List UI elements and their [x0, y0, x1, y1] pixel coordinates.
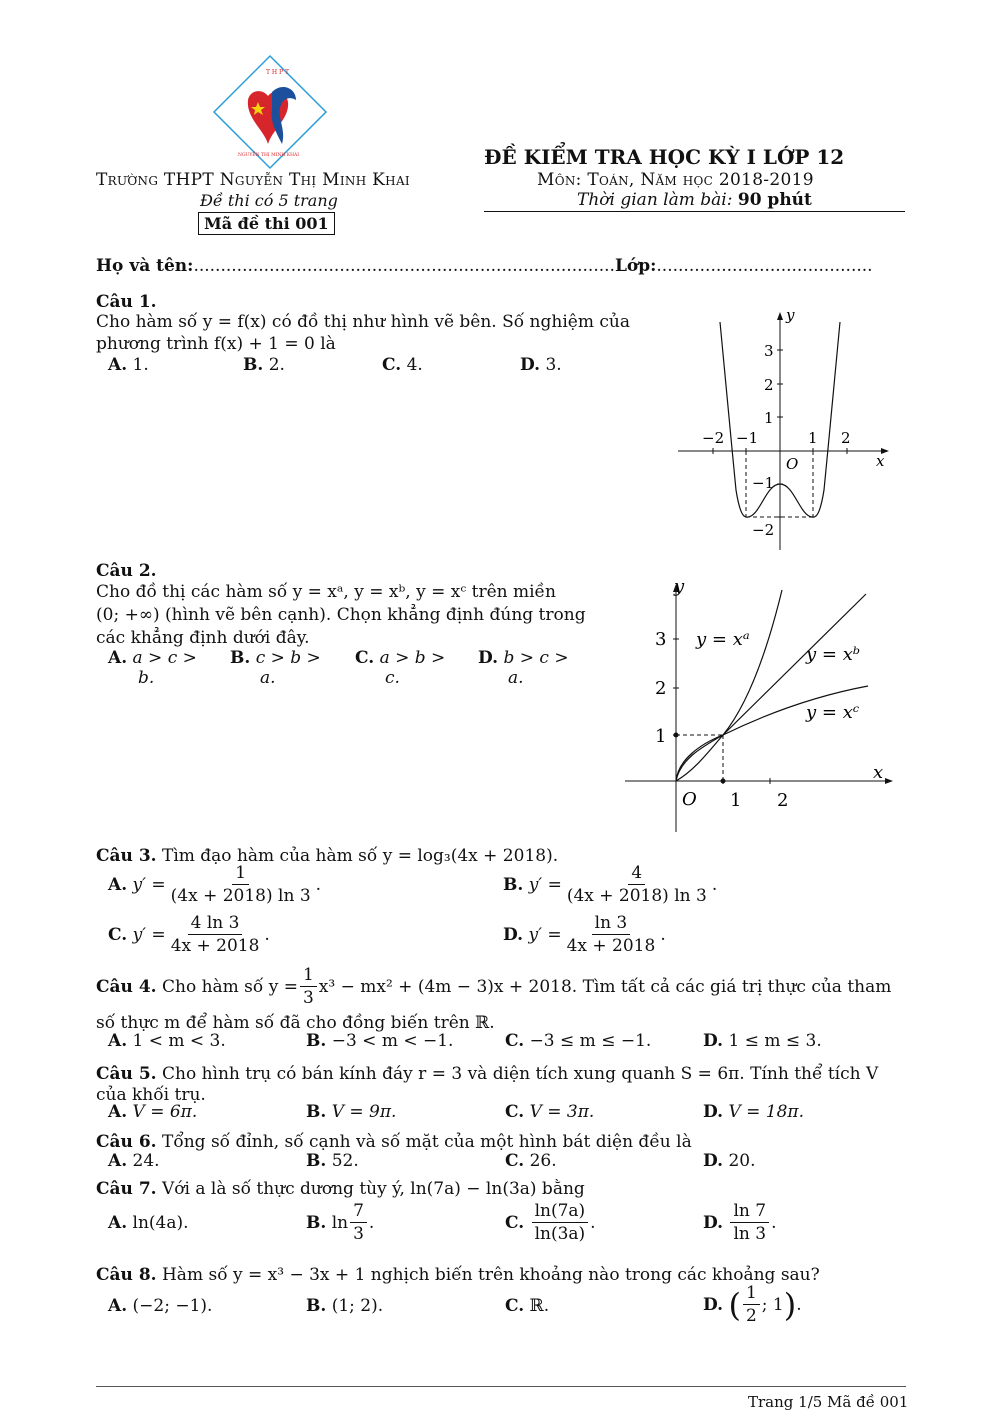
q2-label-fa: y = xᵃ: [696, 629, 750, 650]
name-dots[interactable]: ..............................................................................: [193, 256, 615, 276]
q4-frac-num: 1: [300, 964, 317, 987]
q5-c-key: C.: [505, 1102, 525, 1122]
q1-option-d[interactable]: [520, 355, 562, 375]
q2-text-3: các khẳng định dưới đây.: [96, 628, 310, 648]
q7-a-key: A.: [108, 1213, 128, 1233]
q7-b-fraction: [350, 1200, 367, 1245]
q2-a-text-2: b.: [138, 668, 155, 688]
q3-c-lhs: y′ =: [132, 924, 166, 945]
q5-option-c[interactable]: [505, 1102, 594, 1122]
q7-c-den: ln(3a): [534, 1224, 586, 1244]
q1-option-a[interactable]: [108, 355, 149, 375]
q2-y-tick-3: 3: [655, 629, 667, 650]
q7-c-key: C.: [505, 1212, 525, 1233]
q3-d-num: ln 3: [592, 912, 631, 935]
q7-d-fraction: [730, 1200, 769, 1245]
q2-a-key: A.: [108, 648, 128, 668]
q6-b-text: 52.: [331, 1151, 359, 1171]
q6-text: Tổng số đỉnh, số cạnh và số mặt của một hình bát diện đều là: [161, 1132, 692, 1152]
q7-option-a[interactable]: [108, 1213, 189, 1233]
q5-c-text: V = 3π.: [529, 1102, 595, 1122]
footer-page-info: Trang 1/5 Mã đề 001: [748, 1393, 909, 1411]
q6-d-text: 20.: [728, 1151, 756, 1171]
q1-b-text: 2.: [268, 355, 285, 375]
q4-b-key: B.: [306, 1031, 327, 1051]
q8-text: Hàm số y = x³ − 3x + 1 nghịch biến trên khoảng nào trong các khoảng sau?: [161, 1265, 820, 1285]
q2-c-key: C.: [355, 648, 375, 668]
q1-x-tick-2: 2: [841, 429, 851, 447]
q3-option-b[interactable]: B. y′ = $\frac{4}{(4x + 2018) \ln 3}$ .: [503, 863, 718, 906]
q6-label: Câu 6.: [96, 1132, 157, 1152]
q3-a-lhs: y′ =: [132, 874, 166, 895]
q3-b-lhs: y′ =: [528, 874, 562, 895]
q3-label: Câu 3.: [96, 846, 157, 866]
q7-c-fraction: [532, 1200, 589, 1245]
q4-a-text: 1 < m < 3.: [132, 1031, 226, 1051]
q8-label: Câu 8.: [96, 1265, 157, 1285]
q1-y-tick-1: 1: [764, 409, 774, 427]
q8-d-open-paren: (: [728, 1285, 741, 1324]
q7-option-d[interactable]: D. $\frac{\ln 7}{\ln 3}$ .: [703, 1201, 777, 1244]
q2-label-fc: y = xᶜ: [806, 702, 860, 723]
q8-option-c[interactable]: [505, 1296, 549, 1316]
q3-d-den: 4x + 2018: [566, 936, 656, 956]
q2-a-text-1: a > c >: [132, 648, 197, 668]
q4-stem: [96, 964, 891, 1009]
q3-b-den: (4x + 2018) ln 3: [566, 886, 707, 906]
q4-b-text: −3 < m < −1.: [331, 1031, 454, 1051]
q8-a-key: A.: [108, 1296, 128, 1316]
q7-stem: [96, 1179, 585, 1199]
q7-d-num: ln 7: [730, 1200, 769, 1223]
q1-x-tick-m2: −2: [702, 429, 725, 447]
q2-origin-label: O: [682, 789, 697, 810]
q1-label: Câu 1.: [96, 292, 157, 312]
q8-d-close-paren: ): [783, 1285, 797, 1324]
q2-option-a[interactable]: [108, 648, 197, 688]
q5-b-text: V = 9π.: [331, 1102, 397, 1122]
q2-text-2: (0; +∞) (hình vẽ bên cạnh). Chọn khẳng định đúng trong: [96, 605, 586, 625]
q4-text-2: số thực m để hàm số đã cho đồng biến trên ℝ.: [96, 1013, 495, 1033]
class-label: Lớp:: [614, 256, 657, 276]
q4-d-key: D.: [703, 1031, 724, 1051]
q2-label-fb: y = xᵇ: [806, 644, 861, 665]
q7-a-text: ln(4a).: [132, 1213, 189, 1233]
q5-stem: [96, 1064, 878, 1084]
q5-option-b[interactable]: [306, 1102, 396, 1122]
q3-option-a[interactable]: A. y′ = $\frac{1}{(4x + 2018) \ln 3}$ .: [108, 863, 322, 906]
q5-option-a[interactable]: [108, 1102, 197, 1122]
q7-option-c[interactable]: C. $\frac{\ln(7a)}{\ln(3a)}$ .: [505, 1201, 596, 1244]
q1-x-axis-label: x: [876, 452, 885, 470]
q1-text-2: phương trình f(x) + 1 = 0 là: [96, 334, 336, 354]
q8-option-a[interactable]: [108, 1296, 212, 1316]
student-info-line: [96, 256, 873, 276]
name-label: Họ và tên:: [96, 256, 194, 276]
q4-option-a[interactable]: [108, 1031, 226, 1051]
q1-x-tick-1: 1: [808, 429, 818, 447]
q6-stem: [96, 1132, 692, 1152]
q8-option-b[interactable]: [306, 1296, 383, 1316]
q2-c-text-1: a > b >: [379, 648, 446, 668]
q2-x-tick-2: 2: [777, 790, 789, 811]
logo-text-top: T H P T: [266, 69, 289, 76]
q6-a-key: A.: [108, 1151, 128, 1171]
q6-c-key: C.: [505, 1151, 525, 1171]
q8-d-rest: ; 1: [761, 1294, 784, 1315]
q3-c-den: 4x + 2018: [170, 936, 260, 956]
q7-b-key: B.: [306, 1212, 327, 1233]
q8-d-key: D.: [703, 1294, 724, 1315]
q5-b-key: B.: [306, 1102, 327, 1122]
q2-d-text-1: b > c >: [503, 648, 569, 668]
q5-option-d[interactable]: [703, 1102, 804, 1122]
logo-text-bottom: NGUYỄN THỊ MINH KHAI: [238, 153, 300, 158]
q1-y-tick-m2: −2: [752, 521, 775, 539]
q5-a-text: V = 6π.: [132, 1102, 198, 1122]
q1-a-key: A.: [108, 355, 128, 375]
q7-b-pre: ln: [331, 1212, 349, 1233]
q1-b-key: B.: [243, 355, 264, 375]
pages-note: Đề thi có 5 trang: [200, 191, 338, 210]
exam-time: [577, 190, 812, 210]
q2-option-b[interactable]: [230, 648, 321, 688]
q2-graph: [615, 570, 900, 840]
q8-c-key: C.: [505, 1296, 525, 1316]
q4-frac-den: 3: [302, 988, 314, 1008]
q3-option-d[interactable]: D. y′ = $\frac{\ln 3}{4x + 2018}$ .: [503, 913, 666, 956]
q4-c-key: C.: [505, 1031, 525, 1051]
footer-rule: [96, 1386, 906, 1387]
q4-post: x³ − mx² + (4m − 3)x + 2018. Tìm tất cả các giá trị thực của tham: [318, 976, 892, 997]
q3-c-num: 4 ln 3: [188, 912, 243, 935]
q6-b-key: B.: [306, 1151, 327, 1171]
q2-option-c[interactable]: [355, 648, 445, 688]
time-label: Thời gian làm bài:: [577, 190, 733, 210]
q2-text-1: Cho đồ thị các hàm số y = xᵃ, y = xᵇ, y = xᶜ trên miền: [96, 582, 556, 602]
q4-option-d[interactable]: [703, 1031, 822, 1051]
q6-option-c[interactable]: [505, 1151, 557, 1171]
q5-label: Câu 5.: [96, 1064, 157, 1084]
q2-b-text-1: c > b >: [255, 648, 321, 668]
q2-c-text-2: c.: [385, 668, 400, 688]
time-value: 90 phút: [737, 190, 812, 210]
q2-b-text-2: a.: [260, 668, 276, 688]
q1-c-text: 4.: [406, 355, 423, 375]
q3-c-key: C.: [108, 924, 128, 945]
q1-y-axis-label: y: [786, 306, 795, 324]
q4-a-key: A.: [108, 1031, 128, 1051]
q8-a-text: (−2; −1).: [132, 1296, 213, 1316]
q7-b-den: 3: [353, 1224, 364, 1244]
q3-d-fraction: [564, 912, 659, 957]
q5-d-key: D.: [703, 1102, 724, 1122]
q3-d-lhs: y′ =: [528, 924, 562, 945]
q2-d-key: D.: [478, 648, 499, 668]
q1-a-text: 1.: [132, 355, 149, 375]
q2-option-d[interactable]: [478, 648, 569, 688]
q3-option-c[interactable]: C. y′ = $\frac{4 \ln 3}{4x + 2018}$ .: [108, 913, 270, 956]
q1-d-key: D.: [520, 355, 541, 375]
q1-d-text: 3.: [545, 355, 562, 375]
school-name: Trường THPT Nguyễn Thị Minh Khai: [96, 170, 410, 190]
exam-subject: Môn: Toán, Năm học 2018-2019: [537, 170, 814, 190]
q4-c-text: −3 ≤ m ≤ −1.: [529, 1031, 652, 1051]
q3-a-den: (4x + 2018) ln 3: [170, 886, 311, 906]
q7-label: Câu 7.: [96, 1179, 157, 1199]
q7-option-b[interactable]: B. ln $\frac{7}{3}$ .: [306, 1201, 375, 1244]
q7-c-num: ln(7a): [532, 1200, 589, 1223]
q4-fraction: [300, 964, 317, 1009]
q2-b-key: B.: [230, 648, 251, 668]
exam-title: ĐỀ KIỂM TRA HỌC KỲ I LỚP 12: [484, 145, 845, 169]
q8-b-text: (1; 2).: [331, 1296, 384, 1316]
q7-text: Với a là số thực dương tùy ý, ln(7a) − ln(3a) bằng: [161, 1179, 585, 1199]
q5-text-2: của khối trụ.: [96, 1085, 206, 1105]
q6-option-d[interactable]: [703, 1151, 756, 1171]
q1-y-tick-m1: −1: [752, 474, 775, 492]
q8-c-text: ℝ.: [529, 1296, 550, 1316]
q8-b-key: B.: [306, 1296, 327, 1316]
q4-option-b[interactable]: [306, 1031, 453, 1051]
school-logo: [210, 52, 330, 172]
class-dots[interactable]: ........................................: [656, 256, 873, 276]
q1-option-c[interactable]: [382, 355, 423, 375]
q3-a-fraction: [168, 862, 314, 907]
q2-y-tick-1: 1: [655, 726, 667, 747]
q4-option-c[interactable]: [505, 1031, 651, 1051]
q3-b-key: B.: [503, 874, 524, 895]
q8-d-fraction: [743, 1282, 760, 1327]
q7-d-key: D.: [703, 1212, 724, 1233]
q1-option-b[interactable]: [243, 355, 285, 375]
q6-option-b[interactable]: [306, 1151, 359, 1171]
q1-text-1: Cho hàm số y = f(x) có đồ thị như hình vẽ bên. Số nghiệm của: [96, 312, 630, 332]
q1-y-tick-3: 3: [764, 342, 774, 360]
q7-d-den: ln 3: [733, 1224, 767, 1244]
q3-b-num: 4: [628, 862, 645, 885]
q2-y-axis-label: y: [674, 576, 685, 597]
q6-c-text: 26.: [529, 1151, 557, 1171]
exam-code: Mã đề thi 001: [198, 212, 335, 235]
q3-text: Tìm đạo hàm của hàm số y = log₃(4x + 2018).: [161, 846, 559, 866]
q2-d-text-2: a.: [508, 668, 524, 688]
q4-label: Câu 4.: [96, 976, 157, 997]
q3-a-num: 1: [232, 862, 249, 885]
q1-y-tick-2: 2: [764, 376, 774, 394]
q8-d-den: 2: [745, 1306, 757, 1326]
q6-a-text: 24.: [132, 1151, 160, 1171]
q5-a-key: A.: [108, 1102, 128, 1122]
q2-x-axis-label: x: [873, 762, 884, 783]
q5-text-1: Cho hình trụ có bán kính đáy r = 3 và diện tích xung quanh S = 6π. Tính thể tích V: [161, 1064, 879, 1084]
q1-graph: [670, 300, 900, 560]
q2-label: Câu 2.: [96, 561, 157, 581]
q8-d-num: 1: [743, 1282, 760, 1305]
q4-d-text: 1 ≤ m ≤ 3.: [728, 1031, 822, 1051]
q6-d-key: D.: [703, 1151, 724, 1171]
q1-c-key: C.: [382, 355, 402, 375]
q3-c-fraction: [168, 912, 263, 957]
q7-b-num: 7: [350, 1200, 367, 1223]
q3-d-key: D.: [503, 924, 524, 945]
q3-a-key: A.: [108, 874, 128, 895]
q1-origin-label: O: [786, 455, 799, 473]
q5-d-text: V = 18π.: [728, 1102, 805, 1122]
q2-x-tick-1: 1: [730, 790, 742, 811]
q2-y-tick-2: 2: [655, 678, 667, 699]
q6-option-a[interactable]: [108, 1151, 160, 1171]
q3-b-fraction: [564, 862, 710, 907]
q8-option-d[interactable]: D. ( $\frac{1}{2}$ ; 1 ) .: [703, 1283, 802, 1326]
q4-pre: Cho hàm số y =: [161, 976, 298, 997]
title-rule: [484, 211, 905, 212]
q1-x-tick-m1: −1: [736, 429, 759, 447]
